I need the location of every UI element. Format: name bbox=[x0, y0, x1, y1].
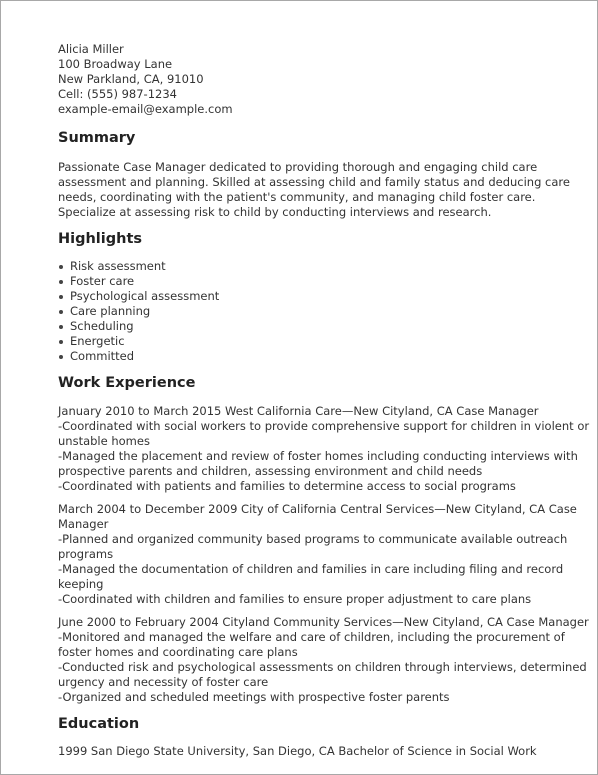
contact-city: New Parkland, CA, 91010 bbox=[58, 72, 204, 86]
highlight-item: Psychological assessment bbox=[58, 289, 590, 304]
job-header: June 2000 to February 2004 Cityland Community Services—New Cityland, CA Case Manager bbox=[58, 615, 589, 629]
highlight-item: Care planning bbox=[58, 304, 590, 319]
job-duty: -Monitored and managed the welfare and care of children, including the procurement of foster homes and coordinating care plans bbox=[58, 630, 565, 659]
job-duty: -Conducted risk and psychological assessments on children through interviews, determined urgency and necessity of foster care bbox=[58, 660, 587, 689]
education-entry: 1999 San Diego State University, San Diego, CA Bachelor of Science in Social Work bbox=[58, 744, 537, 758]
highlights-heading: Highlights bbox=[58, 231, 143, 247]
job-entry bbox=[58, 404, 590, 494]
resume-content bbox=[58, 42, 590, 759]
contact-name: Alicia Miller bbox=[58, 42, 124, 56]
highlight-item: Foster care bbox=[58, 274, 590, 289]
job-duty: -Coordinated with patients and families to determine access to social programs bbox=[58, 479, 516, 493]
summary-text: Passionate Case Manager dedicated to providing thorough and engaging child care assessment and planning. Skilled at assessing child and family status and deducing care needs, coordinating with the patient's community, and managing child foster care. Specialize at assessing risk to child by conducting interviews and research. bbox=[58, 160, 570, 219]
job-header: March 2004 to December 2009 City of California Central Services—New Cityland, CA Case Manager bbox=[58, 502, 577, 531]
job-duty: -Managed the placement and review of foster homes including conducting interviews with prospective parents and children, assessing environment and child needs bbox=[58, 449, 578, 478]
work-experience-heading: Work Experience bbox=[58, 375, 196, 391]
job-header: January 2010 to March 2015 West California Care—New Cityland, CA Case Manager bbox=[58, 404, 539, 418]
summary-heading: Summary bbox=[58, 130, 136, 146]
highlight-item: Risk assessment bbox=[58, 259, 590, 274]
highlight-item: Scheduling bbox=[58, 319, 590, 334]
contact-block bbox=[58, 42, 590, 117]
highlights-list bbox=[58, 259, 590, 364]
highlight-item: Energetic bbox=[58, 334, 590, 349]
contact-email: example-email@example.com bbox=[58, 102, 233, 116]
job-duty: -Organized and scheduled meetings with prospective foster parents bbox=[58, 690, 450, 704]
contact-phone: Cell: (555) 987-1234 bbox=[58, 87, 177, 101]
education-heading: Education bbox=[58, 716, 140, 732]
job-duty: -Planned and organized community based programs to communicate available outreach programs bbox=[58, 532, 568, 561]
job-entry bbox=[58, 615, 590, 705]
highlight-item: Committed bbox=[58, 349, 590, 364]
job-entry bbox=[58, 502, 590, 607]
job-duty: -Managed the documentation of children and families in care including filing and record keeping bbox=[58, 562, 564, 591]
contact-street: 100 Broadway Lane bbox=[58, 57, 173, 71]
job-duty: -Coordinated with children and families to ensure proper adjustment to care plans bbox=[58, 592, 532, 606]
job-duty: -Coordinated with social workers to provide comprehensive support for children in violent or unstable homes bbox=[58, 419, 590, 448]
